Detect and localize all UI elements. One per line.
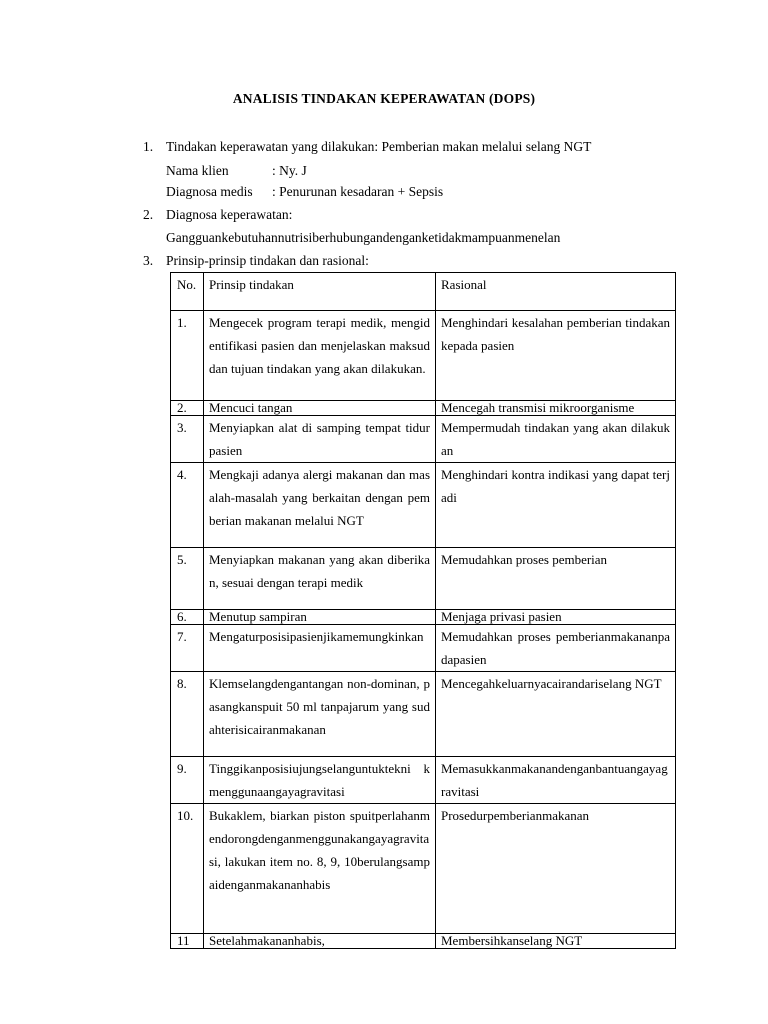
table-row [171, 610, 676, 625]
row-number: 11 [171, 934, 204, 949]
table-row [171, 672, 676, 757]
row-number: 8. [171, 672, 204, 757]
rationale-cell: Memudahkan proses pemberianmakananpadapasien [436, 625, 676, 672]
header-no: No. [171, 273, 204, 311]
list-number: 3. [143, 253, 154, 268]
table-row [171, 934, 676, 949]
medical-diagnosis-value: : Penurunan kesadaran + Sepsis [272, 184, 444, 199]
list-text: Tindakan keperawatan yang dilakukan: Pemberian makan melalui selang NGT [166, 139, 592, 154]
table-row [171, 804, 676, 934]
principle-cell: Mengkaji adanya alergi makanan dan masalah-masalah yang berkaitan dengan pemberian makanan melalui NGT [204, 463, 436, 548]
principle-cell: Tinggikanposisiujungselanguntuktekni kmenggunaangayagravitasi [204, 757, 436, 804]
client-name-value: : Ny. J [272, 163, 307, 178]
client-name-label: Nama klien [166, 163, 229, 178]
table-header-row [171, 273, 676, 311]
principle-cell: Mencuci tangan [204, 401, 436, 416]
document-title: ANALISIS TINDAKAN KEPERAWATAN (DOPS) [232, 91, 536, 106]
row-number: 4. [171, 463, 204, 548]
list-text: Diagnosa keperawatan: [166, 207, 293, 222]
list-number: 2. [143, 207, 154, 222]
principle-cell: Mengaturposisipasienjikamemungkinkan [204, 625, 436, 672]
table-row [171, 548, 676, 610]
principle-cell: Menyiapkan alat di samping tempat tidur pasien [204, 416, 436, 463]
principle-cell: Menyiapkan makanan yang akan diberikan, sesuai dengan terapi medik [204, 548, 436, 610]
principle-cell: Setelahmakananhabis, [204, 934, 436, 949]
table-row [171, 463, 676, 548]
table-row [171, 401, 676, 416]
row-number: 7. [171, 625, 204, 672]
principle-cell: Klemselangdengantangan non-dominan, pasangkanspuit 50 ml tanpajarum yang sudahterisicairanmakanan [204, 672, 436, 757]
row-number: 10. [171, 804, 204, 934]
list-text: Prinsip-prinsip tindakan dan rasional: [166, 253, 369, 268]
row-number: 1. [171, 311, 204, 401]
rationale-cell: Menghindari kontra indikasi yang dapat terjadi [436, 463, 676, 548]
rationale-cell: Mencegahkeluarnyacairandariselang NGT [436, 672, 676, 757]
table-row [171, 311, 676, 401]
list-number: 1. [143, 139, 154, 154]
header-principle: Prinsip tindakan [204, 273, 436, 311]
row-number: 9. [171, 757, 204, 804]
nursing-diagnosis-detail: Gangguankebutuhannutrisiberhubungandenganketidakmampuanmenelan [166, 230, 561, 245]
row-number: 5. [171, 548, 204, 610]
rationale-cell: Mempermudah tindakan yang akan dilakukan [436, 416, 676, 463]
rationale-cell: Mencegah transmisi mikroorganisme [436, 401, 676, 416]
row-number: 6. [171, 610, 204, 625]
principle-cell: Bukaklem, biarkan piston spuitperlahanmendorongdenganmenggunakangayagravitasi, lakukan item no. 8, 9, 10berulangsampaidenganmakananhabis [204, 804, 436, 934]
table-row [171, 757, 676, 804]
medical-diagnosis-label: Diagnosa medis [166, 184, 253, 199]
rationale-cell: Prosedurpemberianmakanan [436, 804, 676, 934]
row-number: 3. [171, 416, 204, 463]
rationale-cell: Membersihkanselang NGT [436, 934, 676, 949]
principle-cell: Mengecek program terapi medik, mengidentifikasi pasien dan menjelaskan maksud dan tujuan tindakan yang akan dilakukan. [204, 311, 436, 401]
rationale-cell: Menjaga privasi pasien [436, 610, 676, 625]
table-row [171, 625, 676, 672]
rationale-cell: Menghindari kesalahan pemberian tindakan kepada pasien [436, 311, 676, 401]
table-row [171, 416, 676, 463]
header-rationale: Rasional [436, 273, 676, 311]
rationale-cell: Memasukkanmakanandenganbantuangayagravitasi [436, 757, 676, 804]
principles-table [170, 272, 676, 949]
rationale-cell: Memudahkan proses pemberian [436, 548, 676, 610]
principle-cell: Menutup sampiran [204, 610, 436, 625]
row-number: 2. [171, 401, 204, 416]
